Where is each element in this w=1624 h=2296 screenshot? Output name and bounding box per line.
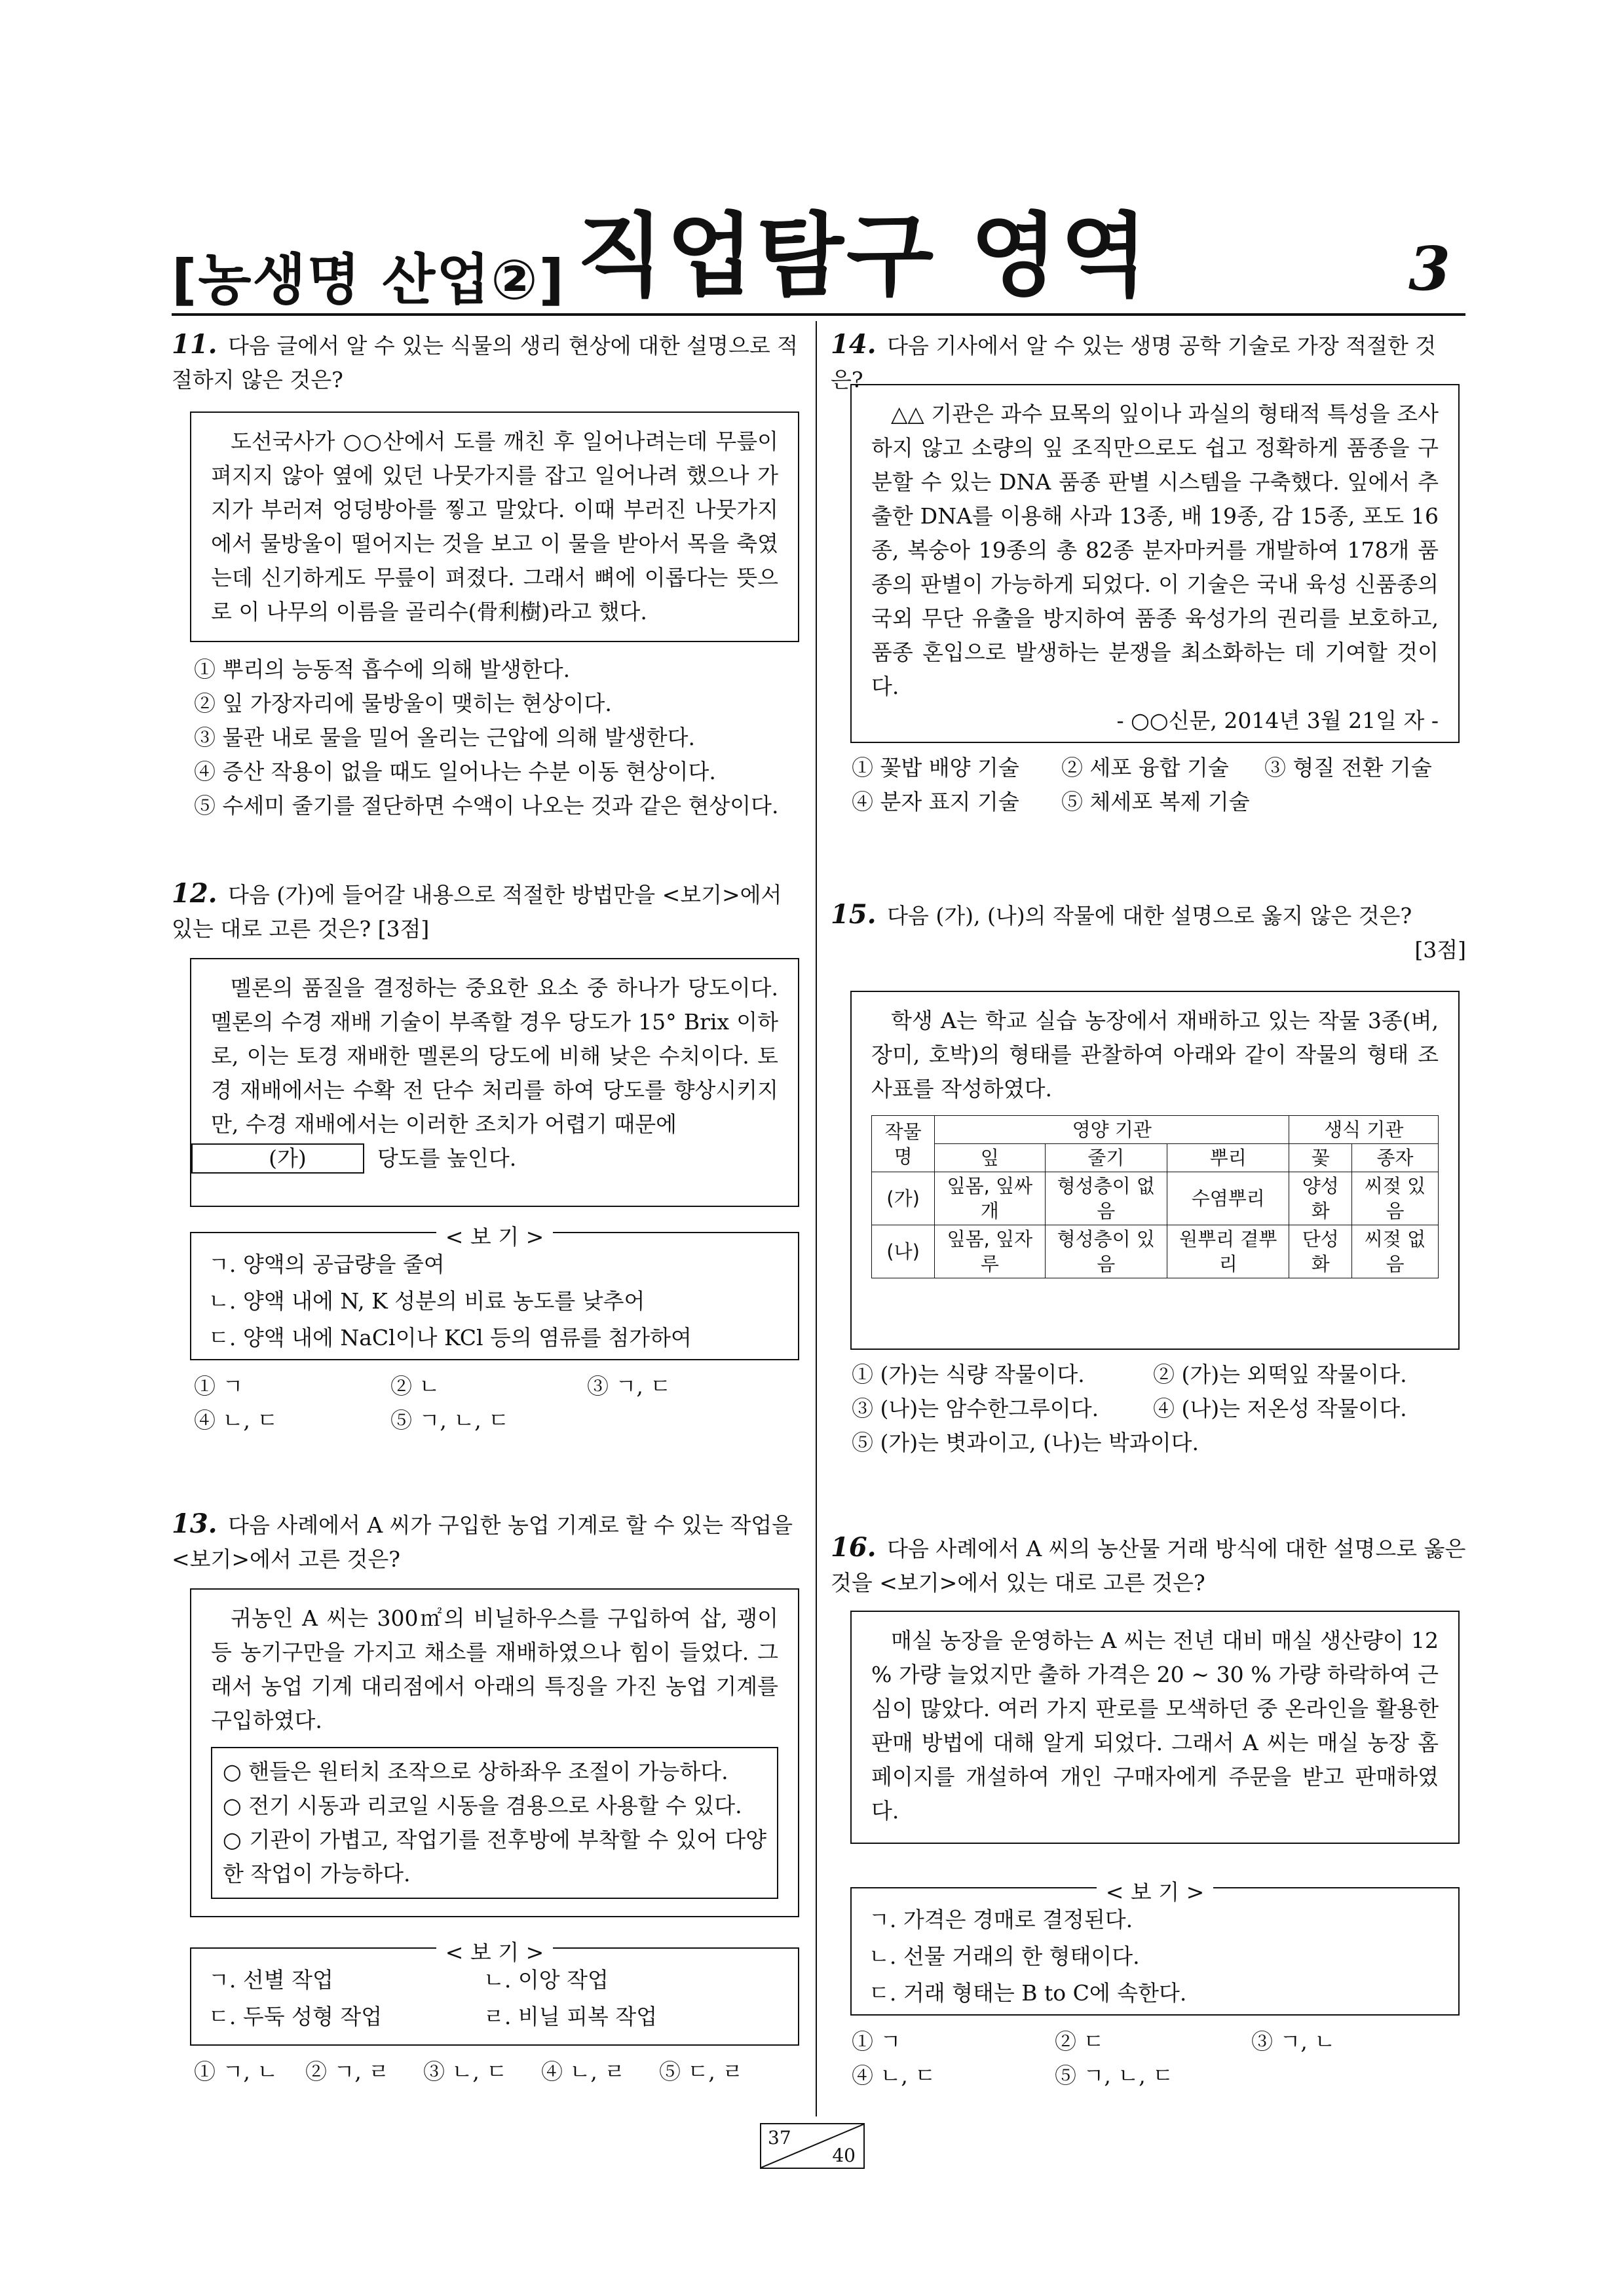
passage-text: 멜론의 품질을 결정하는 중요한 요소 중 하나가 당도이다. 멜론의 수경 재배 기술이 부족할 경우 당도가 15° Brix 이하로, 이는 토경 재배한 멜론의 당도에 비해 낮은 수치이다. 토경 재배에서는 수확 전 단수 처리를 하여 당도를 향상시키지만, 수경 재배에서는 이러한 조치가 어렵기 때문에 bbox=[211, 975, 778, 1137]
question-number: 16. bbox=[831, 1532, 877, 1563]
page-title: 직업탐구 영역 bbox=[576, 203, 1150, 309]
page-counter bbox=[760, 2123, 865, 2169]
passage-box bbox=[850, 991, 1460, 1350]
option[interactable]: ③ (나)는 암수한그루이다. bbox=[852, 1396, 1099, 1421]
total-pages: 40 bbox=[832, 2145, 856, 2166]
question-number: 13. bbox=[172, 1508, 217, 1539]
option[interactable]: ② ㄴ bbox=[390, 1373, 440, 1399]
option[interactable]: ④ (나)는 저온성 작물이다. bbox=[1153, 1396, 1407, 1421]
header-divider bbox=[172, 313, 1465, 316]
table-cell: 양성화 bbox=[1289, 1172, 1352, 1225]
table-cell: 잎몸, 잎자루 bbox=[935, 1225, 1045, 1278]
option[interactable]: ③ ㄴ, ㄷ bbox=[423, 2059, 508, 2084]
option[interactable]: ③ 형질 전환 기술 bbox=[1264, 755, 1432, 780]
passage-box: 도선국사가 ○○산에서 도를 깨친 후 일어나려는데 무릎이 펴지지 않아 옆에 있던 나뭇가지를 잡고 일어나려 했으나 가지가 부러져 엉덩방아를 찧고 말았다. 이때 부러진 나뭇가지에서 물방울이 떨어지는 것을 보고 이 물을 받아서 목을 축였는데 신기하게도 무릎이 펴졌다. 그래서 뼈에 이롭다는 뜻으로 이 나무의 이름을 골리수(骨利樹)라고 했다. bbox=[190, 411, 799, 642]
bogi-box-q12 bbox=[190, 1224, 799, 1360]
option[interactable]: ② 세포 융합 기술 bbox=[1061, 755, 1229, 780]
options-q13 bbox=[194, 2055, 810, 2089]
table-header: 뿌리 bbox=[1167, 1144, 1289, 1172]
question-stem: 다음 (가), (나)의 작물에 대한 설명으로 옳지 않은 것은? bbox=[887, 903, 1412, 928]
feature-item: ○ 기관이 가볍고, 작업기를 전후방에 부착할 수 있어 다양한 작업이 가능하다. bbox=[223, 1827, 766, 1886]
table-cell: 수염뿌리 bbox=[1167, 1172, 1289, 1225]
table-header: 줄기 bbox=[1045, 1144, 1167, 1172]
table-cell: 씨젖 없음 bbox=[1352, 1225, 1439, 1278]
table-row bbox=[872, 1225, 1439, 1278]
bogi-title: < 보 기 > bbox=[1097, 1879, 1214, 1905]
question-stem: 다음 글에서 알 수 있는 식물의 생리 현상에 대한 설명으로 적절하지 않은 것은? bbox=[172, 333, 799, 392]
points: [3점] bbox=[1414, 937, 1466, 963]
table-header: 종자 bbox=[1352, 1144, 1439, 1172]
option[interactable]: ③ ㄱ, ㄷ bbox=[587, 1373, 671, 1399]
crop-survey-table bbox=[871, 1115, 1439, 1278]
bogi-box-q13 bbox=[190, 1940, 799, 2046]
table-header: 꽃 bbox=[1289, 1144, 1352, 1172]
question-12 bbox=[172, 877, 801, 946]
question-stem: 다음 (가)에 들어갈 내용으로 적절한 방법만을 <보기>에서 있는 대로 고른 것은? [3점] bbox=[172, 882, 782, 942]
option[interactable]: ② (가)는 외떡잎 작물이다. bbox=[1153, 1362, 1407, 1387]
passage-text: 학생 A는 학교 실습 농장에서 재배하고 있는 작물 3종(벼, 장미, 호박)의 형태를 관찰하여 아래와 같이 작물의 형태 조사표를 작성하였다. bbox=[871, 1008, 1439, 1101]
bogi-item: ㄴ. 선물 거래의 한 형태이다. bbox=[869, 1943, 1140, 1969]
passage-text: △△ 기관은 과수 묘목의 잎이나 과실의 형태적 특성을 조사하지 않고 소량의 잎 조직만으로도 쉽고 정확하게 품종을 구분할 수 있는 DNA 품종 판별 시스템을 구축했다. 잎에서 추출한 DNA를 이용해 사과 13종, 배 19종, 감 15종, 포도 16종, 복숭아 19종의 총 82종 분자마커를 개발하여 178개 품종의 판별이 가능하게 되었다. 이 기술은 국내 육성 신품종의 국외 무단 유출을 방지하여 품종 육성가의 권리를 보호하고, 품종 혼입으로 발생하는 분쟁을 최소화하는 데 기여할 것이다. bbox=[871, 401, 1439, 699]
question-stem: 다음 사례에서 A 씨의 농산물 거래 방식에 대한 설명으로 옳은 것을 <보기>에서 있는 대로 고른 것은? bbox=[831, 1536, 1466, 1596]
option[interactable]: ④ ㄴ, ㄷ bbox=[852, 2063, 936, 2088]
column-divider bbox=[816, 321, 817, 2116]
table-header: 생식 기관 bbox=[1289, 1116, 1439, 1144]
option[interactable]: ⑤ ㄱ, ㄴ, ㄷ bbox=[1055, 2063, 1174, 2088]
subject-heading: [농생명 산업②] bbox=[172, 248, 565, 312]
table-cell: 씨젖 있음 bbox=[1352, 1172, 1439, 1225]
option[interactable]: ⑤ 수세미 줄기를 절단하면 수액이 나오는 것과 같은 현상이다. bbox=[194, 793, 779, 818]
bogi-title: < 보 기 > bbox=[436, 1224, 554, 1250]
question-13 bbox=[172, 1507, 801, 1577]
bogi-item: ㄱ. 가격은 경매로 결정된다. bbox=[869, 1907, 1133, 1932]
option[interactable]: ⑤ ㄱ, ㄴ, ㄷ bbox=[390, 1407, 510, 1433]
bogi-item: ㄷ. 양액 내에 NaCl이나 KCl 등의 염류를 첨가하여 bbox=[208, 1325, 692, 1350]
feature-box bbox=[211, 1747, 778, 1899]
table-cell: (나) bbox=[872, 1225, 935, 1278]
bogi-title: < 보 기 > bbox=[436, 1940, 554, 1965]
table-cell: 잎몸, 잎싸개 bbox=[935, 1172, 1045, 1225]
passage-box bbox=[190, 1588, 799, 1917]
option[interactable]: ② ㄱ, ㄹ bbox=[305, 2059, 390, 2084]
options-q15 bbox=[852, 1358, 1467, 1460]
passage-box: 매실 농장을 운영하는 A 씨는 전년 대비 매실 생산량이 12 % 가량 늘었지만 출하 가격은 20 ~ 30 % 가량 하락하여 근심이 많았다. 여러 가지 판로를 모색하던 중 온라인을 활용한 판매 방법에 대해 알게 되었다. 그래서 A 씨는 매실 농장 홈페이지를 개설하여 개인 구매자에게 주문을 받고 판매하였다. bbox=[850, 1611, 1460, 1844]
bogi-item: ㄱ. 선별 작업 bbox=[208, 1967, 333, 1993]
blank-ga: (가) bbox=[191, 1143, 364, 1174]
options-q11 bbox=[194, 653, 810, 823]
option[interactable]: ① 꽃밥 배양 기술 bbox=[852, 755, 1019, 780]
passage-box bbox=[850, 384, 1460, 743]
table-header: 영양 기관 bbox=[935, 1116, 1289, 1144]
option[interactable]: ① ㄱ bbox=[852, 2029, 901, 2054]
option[interactable]: ⑤ (가)는 볏과이고, (나)는 박과이다. bbox=[852, 1430, 1199, 1455]
option[interactable]: ⑤ ㄷ, ㄹ bbox=[659, 2059, 744, 2084]
bogi-item: ㄱ. 양액의 공급량을 줄여 bbox=[208, 1252, 445, 1277]
option[interactable]: ④ ㄴ, ㄹ bbox=[541, 2059, 626, 2084]
option[interactable]: ③ ㄱ, ㄴ bbox=[1251, 2029, 1336, 2054]
passage-end: 당도를 높인다. bbox=[377, 1145, 517, 1171]
option[interactable]: ① (가)는 식량 작물이다. bbox=[852, 1362, 1085, 1387]
option[interactable]: ① ㄱ bbox=[194, 1373, 244, 1399]
current-page: 37 bbox=[768, 2127, 791, 2149]
question-number: 15. bbox=[831, 899, 877, 930]
table-cell: 형성층이 없음 bbox=[1045, 1172, 1167, 1225]
table-cell: 형성층이 있음 bbox=[1045, 1225, 1167, 1278]
option[interactable]: ① 뿌리의 능동적 흡수에 의해 발생한다. bbox=[194, 657, 571, 682]
table-header: 잎 bbox=[935, 1144, 1045, 1172]
bogi-item: ㄴ. 양액 내에 N, K 성분의 비료 농도를 낮추어 bbox=[208, 1288, 645, 1314]
question-number: 12. bbox=[172, 878, 217, 909]
option[interactable]: ② 잎 가장자리에 물방울이 맺히는 현상이다. bbox=[194, 691, 612, 716]
options-q14 bbox=[852, 751, 1467, 819]
option[interactable]: ④ 증산 작용이 없을 때도 일어나는 수분 이동 현상이다. bbox=[194, 759, 716, 784]
table-cell: 원뿌리 곁뿌리 bbox=[1167, 1225, 1289, 1278]
bogi-item: ㄷ. 두둑 성형 작업 bbox=[208, 2004, 383, 2029]
bogi-box-q16 bbox=[850, 1879, 1460, 2016]
option[interactable]: ① ㄱ, ㄴ bbox=[194, 2059, 278, 2084]
question-number: 14. bbox=[831, 329, 877, 360]
bogi-item: ㄴ. 이앙 작업 bbox=[483, 1967, 609, 1993]
options-q16 bbox=[852, 2025, 1467, 2093]
question-stem: 다음 기사에서 알 수 있는 생명 공학 기술로 가장 적절한 것은? bbox=[831, 333, 1437, 392]
question-15 bbox=[831, 898, 1466, 967]
option[interactable]: ② ㄷ bbox=[1055, 2029, 1105, 2054]
question-16 bbox=[831, 1531, 1466, 1600]
table-cell: (가) bbox=[872, 1172, 935, 1225]
option[interactable]: ④ 분자 표지 기술 bbox=[852, 789, 1019, 814]
question-11 bbox=[172, 328, 801, 397]
option[interactable]: ④ ㄴ, ㄷ bbox=[194, 1407, 278, 1433]
bogi-item: ㄹ. 비닐 피복 작업 bbox=[483, 2004, 658, 2029]
question-number: 11. bbox=[172, 329, 217, 360]
bogi-item: ㄷ. 거래 형태는 B to C에 속한다. bbox=[869, 1980, 1187, 2006]
option[interactable]: ③ 물관 내로 물을 밀어 올리는 근압에 의해 발생한다. bbox=[194, 725, 695, 750]
page-number: 3 bbox=[1408, 233, 1451, 304]
table-header: 작물명 bbox=[872, 1116, 935, 1172]
option[interactable]: ⑤ 체세포 복제 기술 bbox=[1061, 789, 1250, 814]
table-cell: 단성화 bbox=[1289, 1225, 1352, 1278]
passage-box bbox=[190, 958, 799, 1207]
article-source: - ○○신문, 2014년 3월 21일 자 - bbox=[1116, 708, 1439, 733]
options-q12 bbox=[194, 1369, 810, 1438]
feature-item: ○ 전기 시동과 리코일 시동을 겸용으로 사용할 수 있다. bbox=[223, 1793, 742, 1818]
question-stem: 다음 사례에서 A 씨가 구입한 농업 기계로 할 수 있는 작업을 <보기>에서 고른 것은? bbox=[172, 1512, 793, 1572]
table-row bbox=[872, 1172, 1439, 1225]
feature-item: ○ 핸들은 원터치 조작으로 상하좌우 조절이 가능하다. bbox=[223, 1759, 728, 1784]
passage-text: 귀농인 A 씨는 300㎡의 비닐하우스를 구입하여 삽, 괭이 등 농기구만을 가지고 채소를 재배하였으나 힘이 들었다. 그래서 농업 기계 대리점에서 아래의 특징을 가진 농업 기계를 구입하였다. bbox=[211, 1605, 778, 1733]
